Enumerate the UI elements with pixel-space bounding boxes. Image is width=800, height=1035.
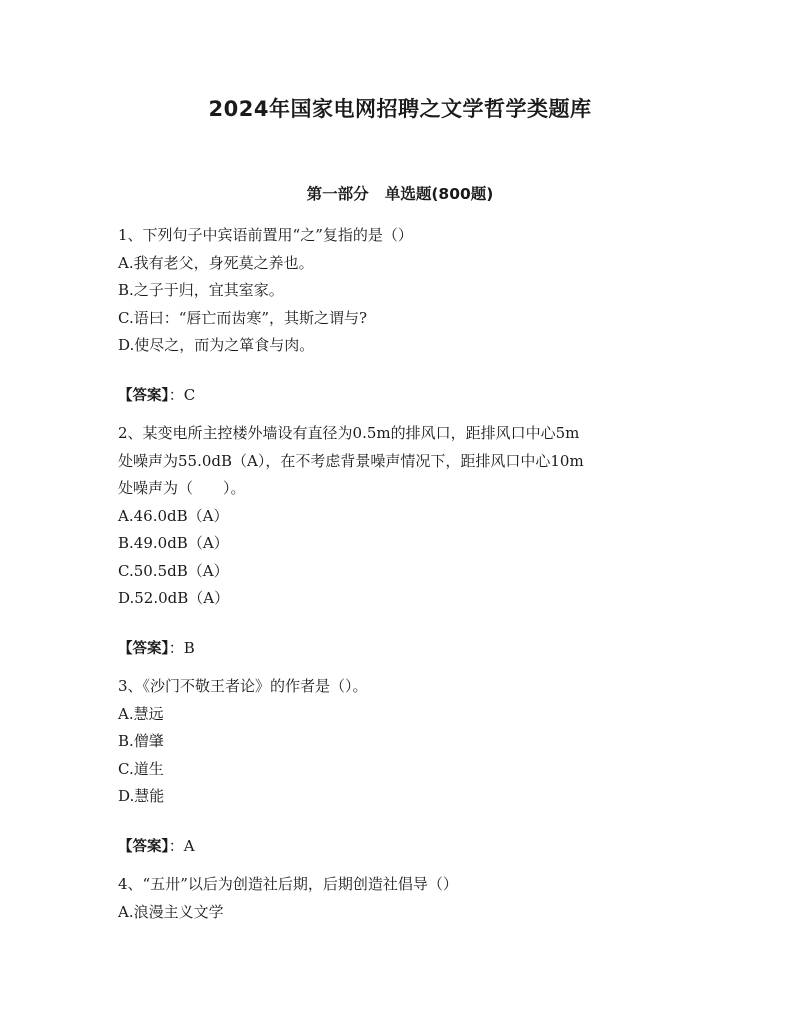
question-stem: 处噪声为55.0dB（A），在不考虑背景噪声情况下，距排风口中心10m <box>118 451 584 470</box>
option-c: C.语曰：“唇亡而齿寒”，其斯之谓与? <box>118 308 368 327</box>
answer-tag: 【答案】 <box>118 387 169 404</box>
answer-value: ：C <box>168 385 196 404</box>
question-list <box>118 222 688 926</box>
answer-line <box>118 382 688 411</box>
option-d: D.使尽之，而为之箪食与肉。 <box>118 336 315 354</box>
option-a: A.46.0dB（A） <box>118 506 229 525</box>
option-c: C.50.5dB（A） <box>118 561 229 580</box>
question-stem: 处噪声为（ ）。 <box>118 479 246 497</box>
answer-line <box>118 635 688 664</box>
answer-value: ：B <box>168 638 195 657</box>
option-c: C.道生 <box>118 759 164 778</box>
option-b: B.49.0dB（A） <box>118 534 229 552</box>
option-a: A.慧远 <box>118 704 164 723</box>
question-1 <box>118 222 688 410</box>
answer-tag: 【答案】 <box>118 838 169 855</box>
question-stem: 2、某变电所主控楼外墙设有直径为0.5m的排风口，距排风口中心5m <box>118 424 580 442</box>
option-b: B.僧肇 <box>118 732 164 750</box>
document-title: 2024年国家电网招聘之文学哲学类题库 <box>208 97 592 121</box>
option-a: A.我有老父，身死莫之养也。 <box>118 253 314 272</box>
question-stem: 3、《沙门不敬王者论》的作者是（）。 <box>118 677 368 695</box>
question-3 <box>118 673 688 861</box>
option-d: D.52.0dB（A） <box>118 589 230 607</box>
question-2 <box>118 420 688 663</box>
option-b: B.之子于归，宜其室家。 <box>118 281 284 299</box>
section-title: 第一部分 单选题(800题) <box>306 185 494 203</box>
answer-tag: 【答案】 <box>118 640 169 657</box>
option-d: D.慧能 <box>118 787 165 805</box>
question-stem: 1、下列句子中宾语前置用“之”复指的是（） <box>118 226 413 244</box>
answer-value: ：A <box>168 836 195 855</box>
option-a: A.浪漫主义文学 <box>118 902 224 921</box>
question-4 <box>118 871 688 926</box>
question-stem: 4、“五卅”以后为创造社后期，后期创造社倡导（） <box>118 875 458 893</box>
answer-line <box>118 833 688 862</box>
